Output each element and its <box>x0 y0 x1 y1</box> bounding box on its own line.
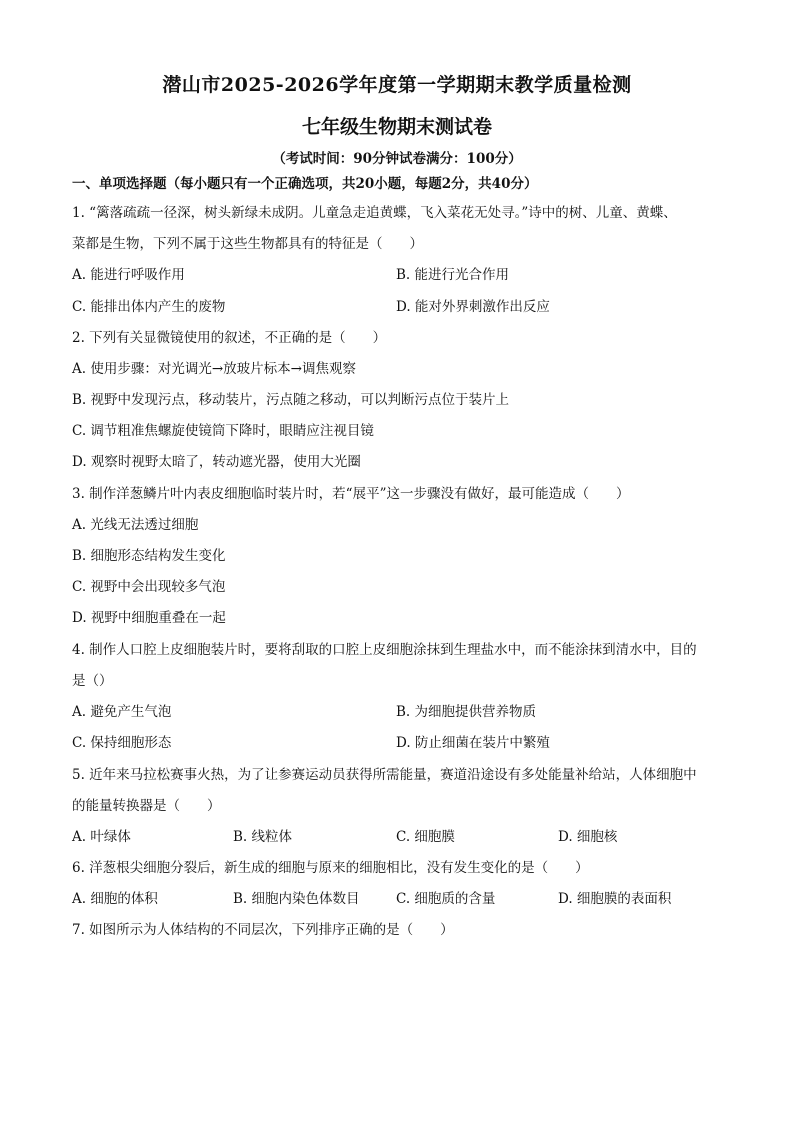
question-1-option-c: C. 能排出体内产生的废物 <box>72 299 226 315</box>
question-6-option-a: A. 细胞的体积 <box>72 891 158 907</box>
question-1-option-b: B. 能进行光合作用 <box>396 267 510 283</box>
question-4-option-c: C. 保持细胞形态 <box>72 735 172 751</box>
question-5-option-b: B. 线粒体 <box>233 829 293 845</box>
question-2-option-d: D. 观察时视野太暗了，转动遮光器，使用大光圈 <box>72 454 361 470</box>
question-6-option-b: B. 细胞内染色体数目 <box>233 891 360 907</box>
section-heading: 一、单项选择题（每小题只有一个正确选项，共20小题，每题2分，共40分） <box>72 176 538 192</box>
question-3-option-b: B. 细胞形态结构发生变化 <box>72 548 226 564</box>
exam-subtitle: 七年级生物期末测试卷 <box>301 116 492 138</box>
question-7-stem: 7. 如图所示为人体结构的不同层次，下列排序正确的是（ ） <box>72 922 454 938</box>
question-6-stem: 6. 洋葱根尖细胞分裂后，新生成的细胞与原来的细胞相比，没有发生变化的是（ ） <box>72 860 589 876</box>
question-4-stem-line-2: 是（） <box>72 673 113 689</box>
question-4-option-b: B. 为细胞提供营养物质 <box>396 704 537 720</box>
question-4-stem-line-1: 4. 制作人口腔上皮细胞装片时，要将刮取的口腔上皮细胞涂抹到生理盐水中，而不能涂抹到清水中，目的 <box>72 642 697 658</box>
question-4-option-d: D. 防止细菌在装片中繁殖 <box>396 735 550 751</box>
question-3-option-a: A. 光线无法透过细胞 <box>72 517 199 533</box>
question-2-option-a: A. 使用步骤：对光调光→放玻片标本→调焦观察 <box>72 361 356 377</box>
question-5-stem-line-1: 5. 近年来马拉松赛事火热，为了让参赛运动员获得所需能量，赛道沿途设有多处能量补给站，人体细胞中 <box>72 767 697 783</box>
question-5-option-c: C. 细胞膜 <box>396 829 455 845</box>
question-6-option-d: D. 细胞膜的表面积 <box>558 891 672 907</box>
question-5-option-d: D. 细胞核 <box>558 829 618 845</box>
question-3-stem: 3. 制作洋葱鳞片叶内表皮细胞临时装片时，若“展平”这一步骤没有做好，最可能造成（ ） <box>72 486 630 502</box>
question-5-option-a: A. 叶绿体 <box>72 829 131 845</box>
question-2-option-b: B. 视野中发现污点，移动装片，污点随之移动，可以判断污点位于装片上 <box>72 392 510 408</box>
question-6-option-c: C. 细胞质的含量 <box>396 891 496 907</box>
question-2-option-c: C. 调节粗准焦螺旋使镜筒下降时，眼睛应注视目镜 <box>72 423 374 439</box>
exam-title: 潜山市2025-2026学年度第一学期期末教学质量检测 <box>162 74 632 96</box>
question-1-option-d: D. 能对外界刺激作出反应 <box>396 299 550 315</box>
question-2-stem: 2. 下列有关显微镜使用的叙述，不正确的是（ ） <box>72 330 387 346</box>
question-3-option-d: D. 视野中细胞重叠在一起 <box>72 610 226 626</box>
question-1-stem-line-2: 菜都是生物，下列不属于这些生物都具有的特征是（ ） <box>72 236 423 252</box>
exam-info: （考试时间：90分钟试卷满分：100分） <box>272 151 522 167</box>
question-1-option-a: A. 能进行呼吸作用 <box>72 267 185 283</box>
question-3-option-c: C. 视野中会出现较多气泡 <box>72 579 226 595</box>
question-5-stem-line-2: 的能量转换器是（ ） <box>72 798 221 814</box>
question-4-option-a: A. 避免产生气泡 <box>72 704 172 720</box>
question-1-stem-line-1: 1. “篱落疏疏一径深，树头新绿未成阴。儿童急走追黄蝶，飞入菜花无处寻。”诗中的树、儿童、黄蝶、 <box>72 205 677 221</box>
